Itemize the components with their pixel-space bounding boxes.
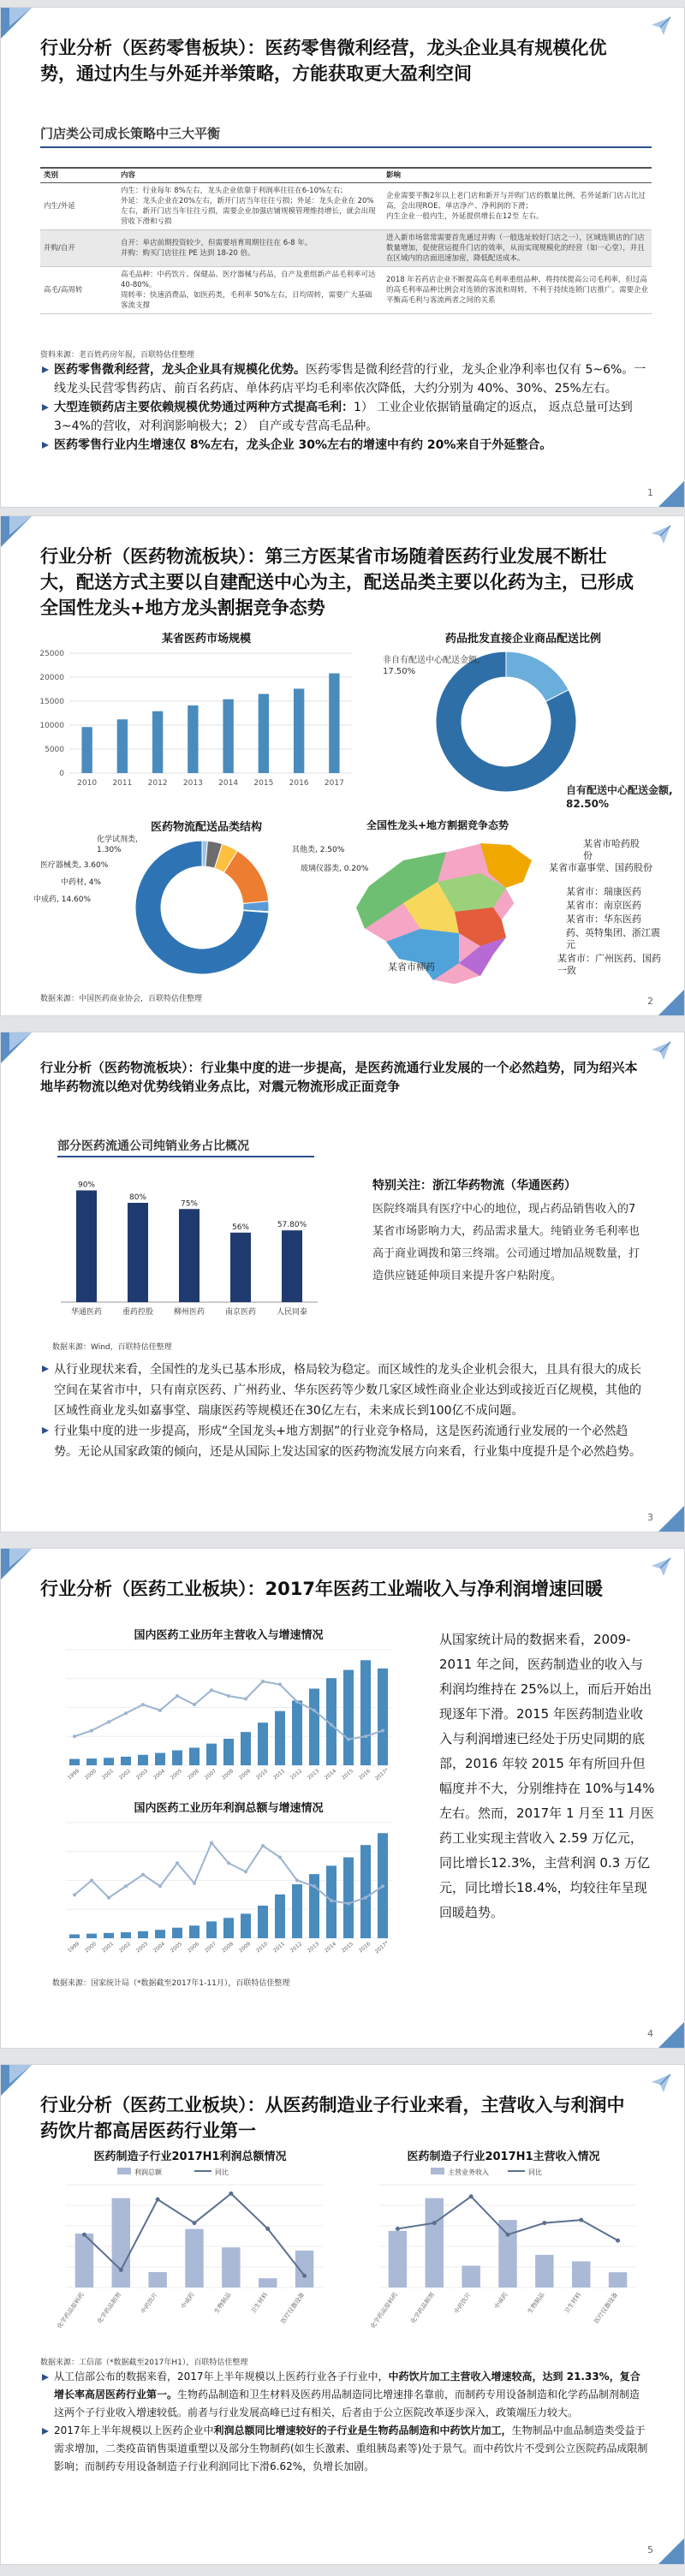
- bar: [121, 1757, 131, 1765]
- x-tick-label: 中药饮片: [140, 2291, 159, 2316]
- growth-point: [330, 1723, 333, 1727]
- bar: [117, 719, 128, 773]
- x-tick-label: 2001: [100, 1768, 116, 1782]
- growth-point: [469, 2194, 474, 2198]
- source-note: 数据来源：中国医药商业协会，百联特估佳整理: [40, 995, 203, 1003]
- growth-point: [229, 2192, 233, 2196]
- growth-point: [156, 2198, 160, 2202]
- bar: [223, 699, 233, 773]
- growth-point: [347, 1738, 350, 1741]
- growth-point: [302, 2274, 307, 2278]
- chart-title: 国内医药工业历年主营收入与增速情况: [134, 1629, 324, 1642]
- growth-point: [158, 1709, 162, 1712]
- corner-decoration: [658, 990, 684, 1015]
- bar: [258, 1906, 268, 1938]
- corner-decoration: [9, 1549, 32, 1568]
- x-tick-label: 2011: [112, 779, 133, 788]
- bar: [282, 1230, 302, 1302]
- table-header: 影响: [383, 168, 652, 183]
- bar: [223, 1739, 234, 1765]
- corner-decoration: [658, 1506, 684, 1532]
- x-tick-label: 1999: [66, 1768, 81, 1782]
- growth-point: [506, 2233, 510, 2237]
- x-tick-label: 2005: [169, 1941, 184, 1954]
- table-row: [40, 267, 652, 314]
- x-tick-label: 2003: [134, 1941, 150, 1954]
- x-tick-label: 2007: [203, 1941, 218, 1954]
- bar: [81, 727, 92, 773]
- chart-title: 医药制造子行业2017H1主营收入情况: [407, 2151, 600, 2163]
- x-tick-label: 2004: [152, 1768, 167, 1782]
- map-label: 药、英特集团、浙江震元: [566, 927, 660, 950]
- x-tick-label: 2011: [271, 1941, 287, 1954]
- x-tick-label: 生物制品: [526, 2291, 546, 2316]
- table-cell: 并购/自开: [40, 230, 117, 267]
- special-text: 医院终端具有医疗中心的地位，现占药品销售收入的7某省市场影响力大，药品需求量大。纯销业务毛利率也高于商业调拨和第三终端。公司通过增加品规数量，打造供应链延伸项目来提升客户粘附度。: [372, 1203, 640, 1282]
- data-label: 90%: [77, 1181, 96, 1190]
- x-tick-label: 化学药品原料药: [56, 2291, 86, 2330]
- growth-point: [158, 1884, 162, 1888]
- donut-label: 自有配送中心配送金额, 82.50%: [566, 784, 673, 810]
- donut-label: 非自有配送中心配送金额, 17.50%: [383, 656, 480, 676]
- page-number: 5: [647, 2544, 653, 2555]
- x-tick-label: 2013: [306, 1768, 321, 1782]
- x-tick-label: 化学药品制剂: [409, 2291, 436, 2325]
- x-tick-label: 2007: [203, 1768, 218, 1782]
- table-cell: 周转率：快速消费品，如医药类，毛利率 50%左右，日均周转，需要广大基础客流支撑: [121, 291, 372, 310]
- market-size-chart: [27, 645, 369, 799]
- bar: [121, 1932, 131, 1938]
- special-title: 特别关注：浙江华药物流（华通医药）: [372, 1179, 576, 1193]
- x-tick-label: 2004: [152, 1941, 167, 1954]
- data-label: 80%: [128, 1193, 147, 1202]
- x-tick-label: 2010: [254, 1768, 270, 1782]
- y-tick-label: 25000: [39, 650, 64, 658]
- x-tick-label: 2012: [289, 1941, 304, 1954]
- x-tick-label: 中成药: [493, 2291, 509, 2311]
- x-tick-label: 重药控股: [122, 1308, 154, 1317]
- page-number: 1: [647, 487, 653, 498]
- x-tick-label: 2014: [323, 1941, 338, 1954]
- corner-decoration: [9, 1032, 32, 1051]
- y-tick-label: 10000: [39, 722, 64, 730]
- x-tick-label: 2017*: [373, 1767, 390, 1782]
- growth-point: [227, 1694, 230, 1698]
- plane-icon: [650, 1556, 672, 1578]
- x-tick-label: 中药饮片: [453, 2291, 473, 2316]
- bar: [572, 2261, 590, 2287]
- donut-label: 其他类, 2.50%: [292, 846, 345, 854]
- pure-sales-chart: [52, 1161, 326, 1332]
- x-tick-label: 2012: [147, 779, 168, 788]
- bullet: 医药零售微利经营，龙头企业具有规模化优势。医药零售是微利经营的行业，龙头企业净利率也仅有 5~6%。一线龙头民营零售药店、前百名药店、单体药店平均毛利率依次降低，大约分别为 40%、30%、25%左右。: [40, 360, 650, 398]
- legend-label: 主营业务收入: [448, 2168, 489, 2176]
- growth-point: [381, 1729, 384, 1733]
- bar: [206, 1744, 217, 1765]
- y-tick-label: 5000: [45, 746, 64, 754]
- donut-label: 中成药, 14.60%: [33, 895, 92, 904]
- donut-label: 化学试剂类, 1.30%: [97, 836, 138, 854]
- x-tick-label: 卫生材料: [249, 2291, 270, 2316]
- profit-chart: [40, 1816, 417, 1966]
- growth-point: [432, 2221, 437, 2225]
- map-label: 某省市：瑞康医药: [566, 886, 641, 897]
- chart-title: 药品批发直接企业商品配送比例: [444, 633, 601, 645]
- bar: [188, 705, 198, 773]
- x-tick-label: 柳州医药: [173, 1308, 206, 1317]
- bar: [259, 694, 269, 773]
- chart-title: 国内医药工业历年利润总额与增速情况: [134, 1802, 324, 1815]
- bar: [179, 1209, 200, 1302]
- chart-title: 某省医药市场规模: [161, 633, 251, 645]
- bar: [426, 2198, 444, 2287]
- plane-icon: [650, 1039, 672, 1062]
- x-tick-label: 2011: [271, 1768, 287, 1782]
- bar: [148, 2272, 166, 2287]
- bar: [172, 1928, 182, 1938]
- x-tick-label: 2017: [324, 779, 344, 788]
- donut-label: 中药材, 4%: [61, 878, 101, 887]
- bar: [294, 688, 304, 773]
- bar: [104, 1933, 114, 1938]
- bar: [76, 1191, 97, 1303]
- slide-title: 行业分析（医药零售板块）：医药零售微利经营，龙头企业具有规模化优势，通过内生与外延并举策略，方能获取更大盈利空间: [40, 38, 607, 84]
- growth-point: [278, 1683, 282, 1687]
- table-title: 门店类公司成长策略中三大平衡: [40, 126, 221, 141]
- bar: [152, 711, 163, 773]
- x-tick-label: 2000: [83, 1941, 98, 1954]
- slide-3: [0, 1032, 685, 1532]
- revenue-chart: [40, 1643, 417, 1793]
- table-cell: 高毛/高周转: [40, 267, 117, 314]
- x-tick-label: 2000: [83, 1768, 98, 1782]
- growth-point: [210, 1841, 213, 1845]
- map-label: 某省市：华东医药: [566, 913, 641, 925]
- plane-icon: [650, 15, 672, 37]
- bar: [189, 1925, 200, 1938]
- growth-point: [73, 1893, 76, 1896]
- source-note: 数据来源：工信部（*数据截至2017年H1），百联特估佳整理: [40, 2359, 248, 2367]
- corner-decoration: [658, 2022, 684, 2048]
- growth-point: [396, 2227, 400, 2231]
- china-map: [352, 835, 549, 997]
- x-tick-label: 2008: [220, 1768, 235, 1782]
- growth-point: [579, 2218, 583, 2222]
- growth-point: [107, 1896, 110, 1900]
- x-tick-label: 2013: [306, 1941, 321, 1954]
- bar: [230, 1233, 251, 1302]
- growth-point: [210, 1688, 213, 1692]
- x-tick-label: 化学药品制剂: [96, 2291, 122, 2325]
- bar: [535, 2255, 553, 2287]
- bar: [389, 2231, 407, 2287]
- x-tick-label: 医疗仪器设备: [279, 2291, 307, 2325]
- growth-point: [295, 1879, 299, 1883]
- growth-point: [193, 1703, 196, 1706]
- growth-point: [295, 1700, 299, 1704]
- bar: [343, 1858, 354, 1939]
- table-header: 内容: [117, 168, 383, 183]
- x-tick-label: 2012: [289, 1768, 304, 1782]
- bullet: 2017年上半年规模以上医药企业中利润总额同比增速较好的子行业是生物药品制造和中药饮片加工，生物制品中血品制造类受益于需求增加，二类疫苗销售渠道重塑以及部分生物制药(如生长激素、重组胰岛素等)处于景气。而中药饮片不受到公立医院药品成限制影响；而制药专用设备制造子行业利润同比下滑6.62%，负增长加剧。: [40, 2422, 650, 2476]
- bullet: 行业集中度的进一步提高，形成“全国龙头+地方割据”的行业竞争格局，这是医药流通行业发展的一个必然趋势。无论从国家政策的倾向，还是从国际上发达国家的医药物流发展方向来看，行业集中度提升是个必然趋势。: [40, 1421, 650, 1462]
- x-tick-label: 2009: [237, 1941, 253, 1954]
- y-tick-label: 0: [59, 770, 64, 778]
- x-tick-label: 2017*: [373, 1940, 390, 1955]
- growth-point: [542, 2221, 546, 2225]
- slide-title: 行业分析（医药物流板块）：行业集中度的进一步提高，是医药流通行业发展的一个必然趋势，同为绍兴本地毕药物流以绝对优势线销业务点比，对震元物流形成正面竞争: [40, 1060, 638, 1094]
- page-number: 2: [647, 996, 653, 1007]
- plane-icon: [650, 2072, 672, 2094]
- bar: [172, 1751, 182, 1765]
- table-cell: 企业需要平衡2年以上老门店和新开与并购门店的数量比例，若外延新门店占比过高，会出现ROE、单店净产、净利润的下滑；: [386, 192, 646, 211]
- growth-point: [364, 1896, 367, 1900]
- growth-point: [381, 1884, 384, 1888]
- bar: [329, 674, 339, 773]
- data-label: 56%: [231, 1223, 250, 1232]
- corner-decoration: [9, 2065, 32, 2084]
- revenue-by-subsector-chart: [354, 2163, 653, 2342]
- slide-5: [0, 2064, 685, 2565]
- legend-label: 利润总额: [134, 2168, 162, 2176]
- x-tick-label: 2014: [323, 1768, 338, 1782]
- slide-title: 行业分析（医药工业板块）：从医药制造业子行业来看，主营收入与利润中药饮片都高居医药行业第一: [40, 2095, 625, 2141]
- x-tick-label: 2008: [220, 1941, 235, 1954]
- data-label: 75%: [180, 1199, 199, 1209]
- table-cell: 进入新市场常常需要首先通过并购（一般选址较好门店之一），区域连锁店的门店数量增加，促使营运提升门店的效率，从而实现规模化的经营（如一心堂），并且在区域内的店面迅速加密，降低配送成本。: [383, 230, 652, 267]
- legend-label: 同比: [528, 2168, 542, 2176]
- x-tick-label: 2006: [186, 1941, 201, 1954]
- growth-point: [176, 1694, 179, 1698]
- side-text: 从国家统计局的数据来看，2009-2011 年之间，医药制造业的收入与利润均维持在 25%以上，而后开始出现逐年下滑。2015 年医药制造业收入与利润增速已经处于历史同期的底部，2016 年较 2015 年有所回升但幅度并不大，分别维持在 10%与14%左右。然而，2017年 1 月至 11 月医药工业实现主营收入 2.59 万亿元，同比增长12.3%，主营利润 0.3 万亿元，同比增长18.4%，均较往年呈现回暖趋势。: [439, 1632, 655, 1920]
- growth-point: [141, 1703, 145, 1706]
- corner-decoration: [9, 8, 32, 27]
- growth-point: [261, 1844, 265, 1847]
- x-tick-label: 2016: [357, 1768, 372, 1782]
- x-tick-label: 2010: [77, 779, 98, 788]
- table-cell: 内生/外延: [40, 183, 117, 230]
- bar: [241, 1913, 251, 1938]
- y-tick-label: 20000: [39, 674, 64, 682]
- table-row: [40, 183, 652, 230]
- x-tick-label: 生物制品: [212, 2291, 233, 2316]
- table-cell: 并购：购买门店往往 PE 达到 18-20 倍。: [121, 249, 255, 258]
- x-tick-label: 2010: [254, 1941, 270, 1954]
- strategy-table: [40, 167, 652, 314]
- bullet: 大型连锁药店主要依赖规模优势通过两种方式提高毛利：1） 工业企业依据销量确定的返点， 返点总量可达到 3~4%的营收，对利润影响极大；2） 自产或专营高毛品种。: [40, 398, 650, 436]
- y-tick-label: 15000: [39, 698, 64, 706]
- x-tick-label: 南京医药: [224, 1308, 257, 1317]
- x-tick-label: 卫生材料: [563, 2291, 583, 2316]
- growth-point: [124, 1711, 128, 1715]
- x-tick-label: 2009: [237, 1768, 253, 1782]
- map-label: 某省市哈药股份: [583, 838, 640, 861]
- growth-point: [330, 1899, 333, 1902]
- donut-label: 医疗器械类, 3.60%: [40, 861, 109, 870]
- bar: [292, 1700, 302, 1765]
- bar: [86, 1934, 97, 1938]
- bar: [609, 2272, 627, 2287]
- legend-label: 同比: [215, 2168, 229, 2176]
- bar: [258, 1722, 268, 1765]
- x-tick-label: 2006: [186, 1768, 201, 1782]
- donut-label: 玻璃仪器类, 0.20%: [301, 865, 369, 873]
- table-cell: 自开：单店前期投资较少，但需要培育周期往往在 6-8 年。: [121, 239, 313, 247]
- bullet: 从工信部公布的数据来看，2017年上半年规模以上医药行业各子行业中，中药饮片加工主营收入增速较高，达到 21.33%，复合增长率高居医药行业第一。生物药品制造和卫生材料及医药用品制造同比增速排名靠前，而制药专用设备制造和化学药品制剂制造这两个子行业收入增速较低。前者与行业发展高峰已过有相关，后者由于公立医院改革逐步深入，政策端压力较大。: [40, 2368, 650, 2422]
- bar: [309, 1688, 319, 1765]
- legend-swatch: [431, 2168, 444, 2174]
- plane-icon: [650, 523, 672, 545]
- bar: [128, 1203, 148, 1302]
- table-row: [40, 230, 652, 267]
- bar: [275, 1711, 285, 1765]
- profit-by-subsector-chart: [40, 2163, 340, 2342]
- growth-point: [313, 1709, 316, 1712]
- map-label: 某省市：南京医药: [566, 900, 641, 911]
- bullet: 从行业现状来看，全国性的龙头已基本形成，格局较为稳定。而区域性的龙头企业机会很大，且具有很大的成长空间在某省市中，只有南京医药、广州药业、华东医药等少数几家区域性商业企业达到或接近百亿规模，其他的区域性商业龙头如嘉事堂、瑞康医药等规模还在30亿左右，未来成长到100亿不成问题。: [40, 1359, 650, 1421]
- map-label: 某省市柳药: [388, 961, 435, 973]
- table-cell: 内生：行业每年 8%左右，龙头企业依靠于利润率往往在6-10%左右；: [121, 187, 348, 195]
- bar: [241, 1732, 251, 1765]
- slide-title: 行业分析（医药物流板块）：第三方医某省市场随着医药行业发展不断壮大，配送方式主要以自建配送中心为主，配送品类主要以化药为主，已形成全国性龙头+地方龙头割据竞争态势: [40, 546, 634, 618]
- map-label: 某省市：广州医药、国药一致: [557, 953, 661, 976]
- legend-swatch: [117, 2168, 131, 2174]
- x-tick-label: 2016: [289, 779, 309, 788]
- bar: [112, 2198, 130, 2287]
- growth-point: [364, 1734, 367, 1738]
- x-tick-label: 2001: [100, 1941, 116, 1954]
- bar: [206, 1921, 217, 1938]
- growth-point: [176, 1861, 179, 1865]
- x-tick-label: 1999: [66, 1941, 81, 1954]
- growth-point: [107, 1720, 110, 1723]
- bar: [69, 1759, 80, 1765]
- source-note: 数据来源：Wind，百联特估佳整理: [52, 1343, 172, 1352]
- x-tick-label: 2003: [134, 1768, 150, 1782]
- corner-decoration: [9, 516, 32, 535]
- bar: [360, 1845, 371, 1938]
- bar: [343, 1670, 354, 1765]
- x-tick-label: 中成药: [180, 2291, 196, 2311]
- bar: [189, 1747, 200, 1765]
- data-label: 57.80%: [277, 1221, 307, 1230]
- growth-point: [244, 1697, 247, 1700]
- page-number: 3: [647, 1512, 653, 1523]
- bar: [259, 2278, 277, 2287]
- bar: [223, 1918, 234, 1938]
- growth-point: [141, 1873, 145, 1877]
- slide-title: 行业分析（医药工业板块）：2017年医药工业端收入与净利润增速回暖: [40, 1579, 603, 1599]
- growth-point: [244, 1870, 247, 1873]
- growth-point: [278, 1856, 282, 1859]
- x-tick-label: 2015: [253, 779, 274, 788]
- table-cell: 外延：龙头企业在20%左右，新开门店当年往往亏损；外延：龙头企业在 20%左右，新开门店当年往往亏损，需要企业加强店铺规模管理维持增长，就会出现营收下滑和亏损: [121, 197, 376, 226]
- chart-title: 医药物流配送品类结构: [150, 821, 262, 834]
- x-tick-label: 2014: [218, 779, 239, 788]
- source-note: 资料来源：老百姓药房年报，百联特估佳整理: [40, 351, 195, 360]
- map-label: 某省市嘉事堂、国药股份: [549, 862, 652, 873]
- slide-4: [0, 1548, 685, 2049]
- x-tick-label: 2016: [357, 1941, 372, 1954]
- growth-point: [90, 1729, 93, 1733]
- table-header: 类别: [40, 168, 117, 183]
- map-title: 全国性龙头+地方割据竞争态势: [366, 819, 509, 831]
- growth-point: [119, 2268, 123, 2272]
- x-tick-label: 2002: [117, 1941, 133, 1954]
- x-tick-label: 2005: [169, 1768, 184, 1782]
- x-tick-label: 2002: [117, 1768, 133, 1782]
- bar: [295, 2251, 313, 2287]
- bar: [86, 1758, 97, 1765]
- bar: [462, 2266, 480, 2287]
- bar: [155, 1930, 165, 1938]
- table-cell: 高毛品种：中药饮片、保健品、医疗器械与药品，自产及重组新产品毛利率可达 40-80%。: [121, 271, 376, 289]
- growth-point: [193, 1882, 196, 1885]
- bar: [138, 1755, 148, 1765]
- x-tick-label: 华通医药: [70, 1308, 103, 1317]
- donut-slice: [506, 651, 569, 701]
- growth-point: [82, 2233, 86, 2237]
- bar: [275, 1895, 285, 1938]
- category-donut: [129, 835, 275, 980]
- chart-title: 部分医药流通公司纯销业务占比概况: [57, 1139, 249, 1153]
- x-tick-label: 2013: [182, 779, 203, 788]
- x-tick-label: 化学药品原料药: [369, 2291, 400, 2330]
- bar: [104, 1758, 114, 1765]
- source-note: 数据来源：国家统计局（*数据截至2017年1-11月），百联特估佳整理: [52, 1979, 290, 1988]
- bar: [69, 1935, 80, 1939]
- growth-point: [73, 1734, 76, 1738]
- growth-point: [124, 1884, 128, 1888]
- bar: [309, 1874, 319, 1938]
- bar: [378, 1669, 388, 1765]
- slide-1: [0, 7, 685, 508]
- growth-point: [313, 1884, 316, 1888]
- growth-point: [261, 1680, 265, 1683]
- corner-decoration: [658, 481, 684, 507]
- bar: [222, 2247, 240, 2287]
- x-tick-label: 医疗仪器设备: [593, 2291, 620, 2325]
- bar: [292, 1884, 302, 1938]
- x-tick-label: 2015: [340, 1768, 355, 1782]
- bar: [498, 2220, 516, 2287]
- growth-point: [265, 2227, 270, 2231]
- corner-decoration: [658, 2538, 684, 2564]
- growth-point: [193, 2221, 197, 2225]
- growth-point: [90, 1879, 93, 1883]
- x-tick-label: 2015: [340, 1941, 355, 1954]
- bar: [155, 1753, 165, 1765]
- growth-point: [347, 1902, 350, 1906]
- bar: [138, 1931, 148, 1938]
- bar: [360, 1660, 371, 1765]
- x-tick-label: 人民同泰: [276, 1308, 308, 1317]
- bullet: 医药零售行业内生增速仅 8%左右，龙头企业 30%左右的增速中有约 20%来自于外延整合。: [40, 436, 650, 455]
- growth-point: [227, 1861, 230, 1865]
- table-cell: 内生企业一般内生，外延提供增长在12至 左右。: [386, 212, 544, 221]
- page-number: 4: [647, 2028, 653, 2039]
- bar: [185, 2229, 203, 2287]
- slide-2: [0, 515, 685, 1016]
- table-cell: 2018 年若药店企业不断提高高毛利率重组品种，将持续提高公司毛利率，但过高的高毛利率品种比例会对连锁的客流和周转，不利于持续连锁门店推广。需要企业平衡高毛利与客流两者之间的关系: [383, 267, 652, 314]
- growth-point: [616, 2239, 620, 2243]
- chart-title: 医药制造子行业2017H1利润总额情况: [93, 2151, 287, 2163]
